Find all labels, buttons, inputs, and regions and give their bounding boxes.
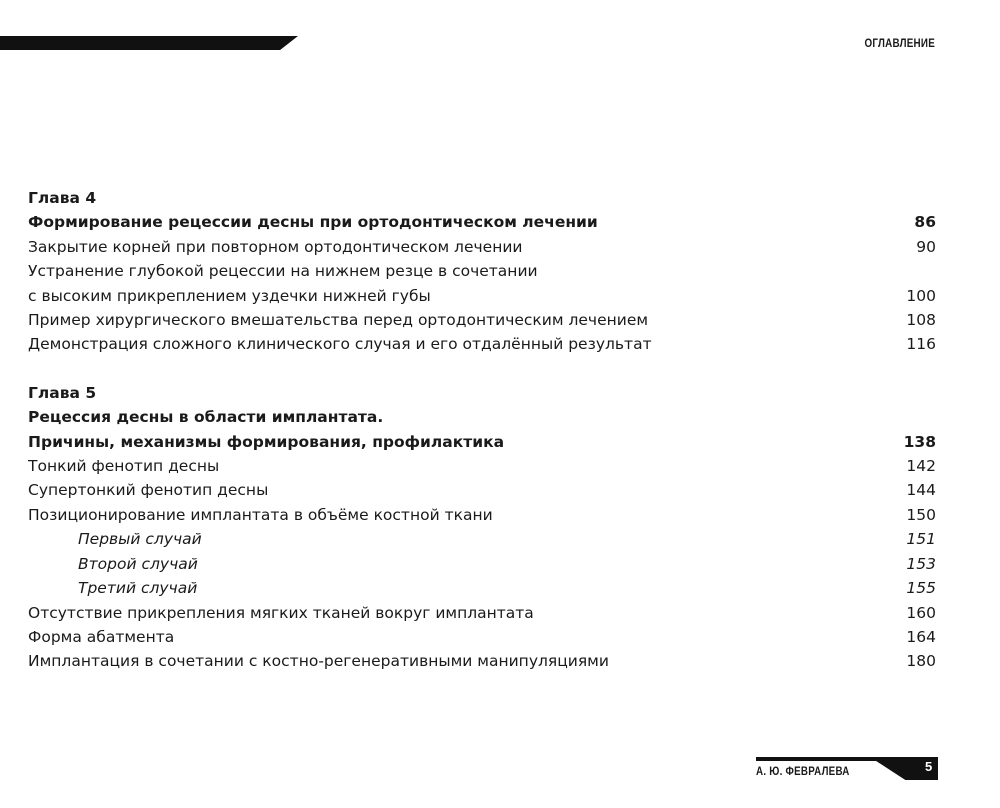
chapter-4-label [28,186,936,210]
chapter-5-title-line-1[interactable] [28,405,936,429]
toc-entry-text: Глава 5 [28,383,97,402]
toc-entry-text: Третий случай [78,579,198,598]
running-head: ОГЛАВЛЕНИЕ [864,36,935,50]
toc-entry-text: Формирование рецессии десны при ортодонтическом лечении [28,213,598,232]
toc-entry[interactable] [28,478,936,502]
toc-entry-text: Пример хирургического вмешательства перед ортодонтическим лечением [28,311,649,330]
section-spacer [28,357,936,381]
toc-entry[interactable] [28,601,936,625]
toc-entry-text: с высоким прикреплением уздечки нижней губы [28,286,431,305]
toc-entry-text: Супертонкий фенотип десны [28,481,269,500]
toc-entry[interactable] [28,454,936,478]
toc-entry[interactable] [28,308,936,332]
toc-entry[interactable] [28,284,936,308]
toc-entry[interactable] [28,235,936,259]
toc-page-number: 164 [906,627,936,646]
toc-entry-text: Демонстрация сложного клинического случая и его отдалённый результат [28,335,652,354]
toc-entry-text: Закрытие корней при повторном ортодонтическом лечении [28,237,523,256]
chapter-4-title[interactable] [28,210,936,234]
chapter-5-label [28,381,936,405]
toc-page-number: 155 [906,579,936,598]
toc-page-number: 160 [906,603,936,622]
toc-entry[interactable] [28,625,936,649]
table-of-contents [28,186,936,674]
chapter-5-title-line-2[interactable] [28,430,936,454]
toc-page-number: 180 [906,652,936,671]
toc-page-number: 138 [903,432,936,451]
toc-sub-entry[interactable] [28,527,936,551]
toc-page-number: 151 [906,530,936,549]
toc-page-number: 144 [906,481,936,500]
toc-page-number: 150 [906,505,936,524]
toc-entry-text: Второй случай [78,554,198,573]
toc-page-number: 100 [906,286,936,305]
toc-entry-text: Рецессия десны в области имплантата. [28,408,384,427]
toc-sub-entry[interactable] [28,576,936,600]
toc-entry[interactable] [28,259,936,283]
toc-entry[interactable] [28,332,936,356]
toc-entry-text: Устранение глубокой рецессии на нижнем резце в сочетании [28,262,538,281]
toc-page-number: 90 [916,237,936,256]
toc-entry[interactable] [28,649,936,673]
toc-entry-text: Первый случай [78,530,202,549]
toc-entry-text: Тонкий фенотип десны [28,457,220,476]
page-number: 5 [925,759,933,774]
toc-entry-text: Отсутствие прикрепления мягких тканей вокруг имплантата [28,603,534,622]
toc-entry-text: Причины, механизмы формирования, профилактика [28,432,505,451]
toc-page-number: 142 [906,457,936,476]
toc-page-number: 86 [914,213,936,232]
toc-entry-text: Форма абатмента [28,627,175,646]
toc-page-number: 108 [906,311,936,330]
toc-sub-entry[interactable] [28,552,936,576]
footer-author: А. Ю. ФЕВРАЛЕВА [756,766,850,778]
toc-entry[interactable] [28,503,936,527]
toc-page-number: 116 [906,335,936,354]
toc-entry-text: Позиционирование имплантата в объёме костной ткани [28,505,493,524]
toc-entry-text: Глава 4 [28,189,97,207]
header-decor-bar [0,36,298,50]
toc-page-number: 153 [906,554,936,573]
toc-entry-text: Имплантация в сочетании с костно-регенеративными манипуляциями [28,652,609,671]
